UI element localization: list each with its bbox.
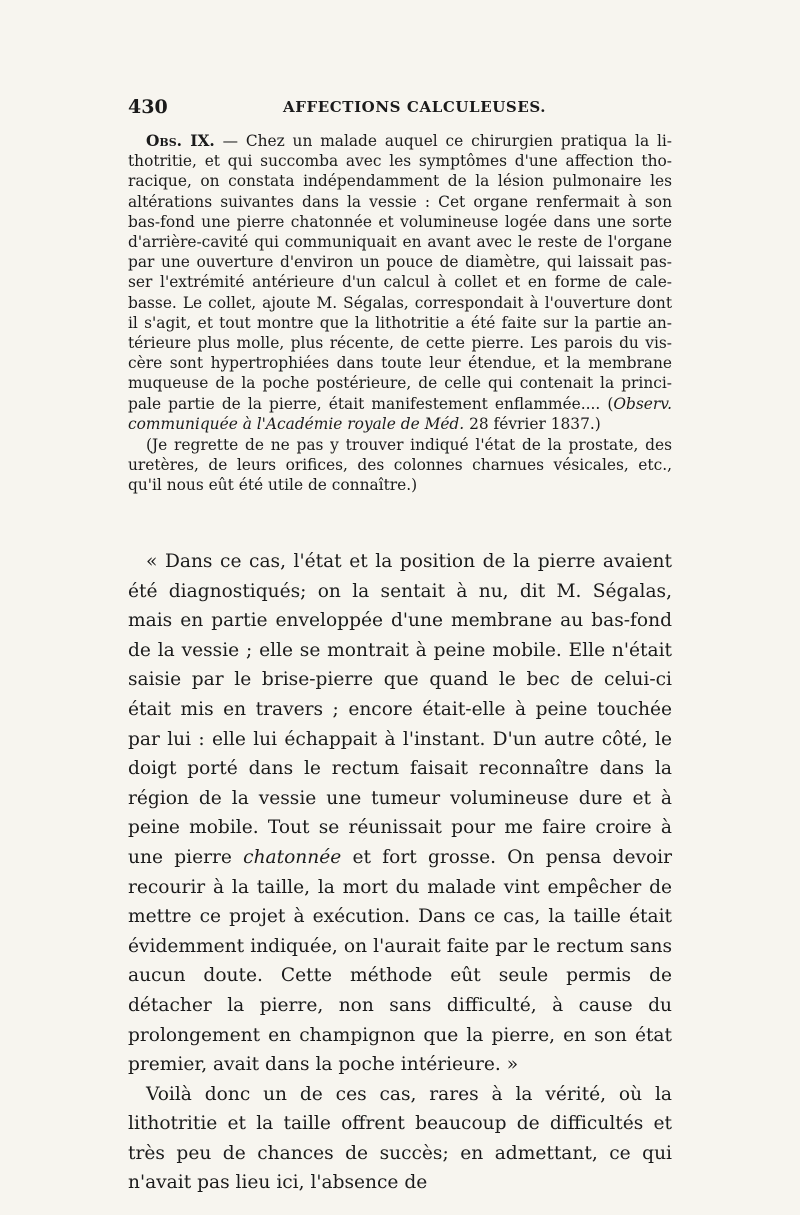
observation-label: Obs. IX.	[146, 132, 215, 150]
observation-citation: Observ. communiquée à l'Académie royale de Méd.	[128, 394, 672, 433]
main-text	[128, 547, 672, 1198]
author-note: (Je regrette de ne pas y trouver indiqué l'état de la prostate, des uretères, de leurs orifices, des colonnes charnues vésicales, etc., qu'il nous eût été utile de connaître.)	[128, 436, 672, 495]
observation-text: — Chez un malade auquel ce chirurgien pratiqua la lithotritie, et qui succomba avec les symptômes d'une affection thoracique, on constata indépendamment de la lésion pulmonaire les altérations suivantes dans la vessie : Cet organe renfermait à son bas-fond une pierre chatonnée et volumineuse logée dans une sorte d'arrière-cavité qui communiquait en avant avec le reste de l'organe par une ouverture d'environ un pouce de diamètre, qui laissait passer l'extrémité antérieure d'un calcul à collet et en forme de calebasse. Le collet, ajoute M. Ségalas, correspondait à l'ouverture dont il s'agit, et tout montre que la lithotritie a été faite sur la partie antérieure plus molle, plus récente, de cette pierre. Les parois du viscère sont hypertrophiées dans toute leur étendue, et la membrane muqueuse de la poche postérieure, de celle qui contenait la principale partie de la pierre, était manifestement enflammée.... (	[128, 132, 672, 413]
quote-text-end: et fort grosse. On pensa devoir recourir à la taille, la mort du malade vint empêcher de mettre ce projet à exécution. Dans ce cas, la taille était évidemment indiquée, on l'aurait faite par le rectum sans aucun doute. Cette méthode eût seule permis de détacher la pierre, non sans difficulté, à cause du prolongement en champignon que la pierre, en son état premier, avait dans la poche intérieure. »	[128, 846, 672, 1076]
quote-text-start: « Dans ce cas, l'état et la position de la pierre avaient été diagnostiqués; on la sentait à nu, dit M. Ségalas, mais en partie enveloppée d'une membrane au bas-fond de la vessie ; elle se montrait à peine mobile. Elle n'était saisie par le brise-pierre que quand le bec de celui-ci était mis en travers ; encore était-elle à peine touchée par lui : elle lui échappait à l'instant. D'un autre côté, le doigt porté dans le rectum faisait reconnaître dans la région de la vessie une tumeur volumineuse dure et à peine mobile. Tout se réunissait pour me faire croire à une pierre	[128, 551, 672, 868]
page-header	[128, 96, 672, 126]
quote-italic-word: chatonnée	[243, 846, 342, 868]
observation-paragraph	[128, 131, 672, 434]
observation-date: 28 février 1837.)	[464, 414, 601, 433]
running-head: AFFECTIONS CALCULEUSES.	[283, 98, 547, 116]
quote-paragraph	[128, 547, 672, 1080]
observation-block	[128, 131, 672, 496]
closing-paragraph: Voilà donc un de ces cas, rares à la vérité, où la lithotritie et la taille offrent beaucoup de difficultés et très peu de chances de succès; en admettant, ce qui n'avait pas lieu ici, l'absence de	[128, 1083, 672, 1194]
page-number: 430	[128, 96, 168, 118]
